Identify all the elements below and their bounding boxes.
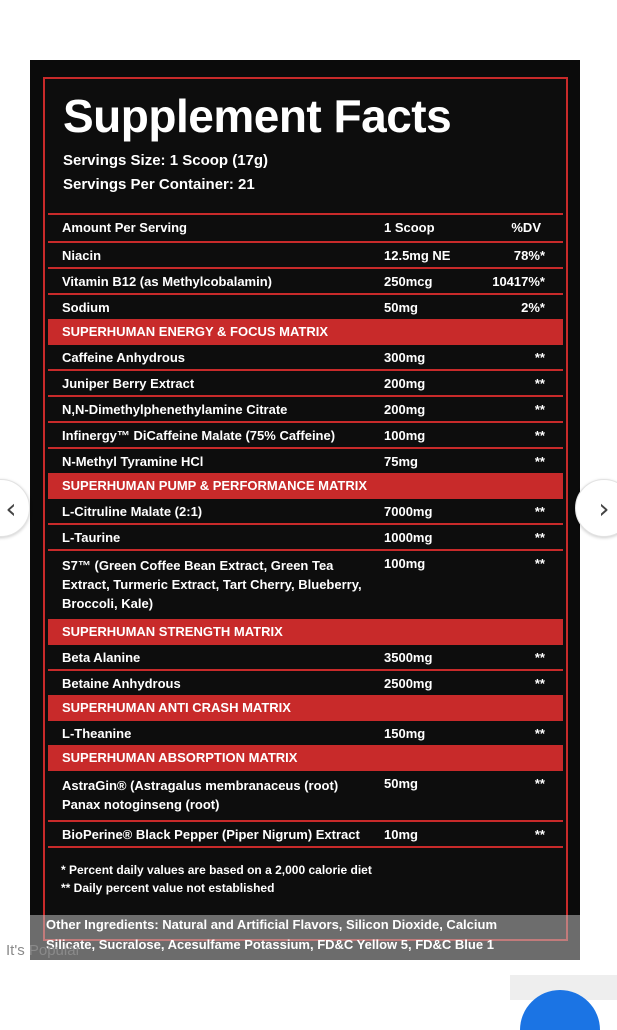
- nutrient-amount: 250mcg: [384, 274, 433, 289]
- table-row: [48, 293, 563, 319]
- ingredient-dv: **: [534, 454, 545, 469]
- ingredient-name: L-Taurine: [62, 530, 121, 545]
- ingredient-name: Caffeine Anhydrous: [62, 350, 186, 365]
- ingredient-dv: **: [534, 650, 545, 665]
- ingredient-amount: 7000mg: [384, 504, 433, 519]
- table-row: [48, 395, 563, 421]
- servings-per-container: Servings Per Container: 21: [63, 176, 255, 193]
- table-row: [48, 643, 563, 669]
- ingredient-amount: 300mg: [384, 350, 426, 365]
- nutrient-dv: 10417%*: [492, 274, 545, 289]
- nutrient-name: Vitamin B12 (as Methylcobalamin): [62, 274, 272, 289]
- product-image[interactable]: [30, 60, 580, 960]
- section-absorption: SUPERHUMAN ABSORPTION MATRIX: [48, 745, 563, 769]
- table-row: [48, 497, 563, 523]
- table-row: [48, 241, 563, 267]
- ingredient-dv: **: [534, 428, 545, 443]
- ingredient-name: AstraGin® (Astragalus membranaceus (root) Panax notoginseng (root): [62, 778, 339, 812]
- section-strength: SUPERHUMAN STRENGTH MATRIX: [48, 619, 563, 643]
- ingredient-dv: **: [534, 350, 545, 365]
- table-row: [48, 549, 563, 619]
- chevron-right-icon: ›: [598, 491, 610, 525]
- ingredient-amount: 150mg: [384, 726, 426, 741]
- ingredient-amount: 3500mg: [384, 650, 433, 665]
- ingredient-dv: **: [534, 556, 545, 571]
- ingredient-name: L-Citruline Malate (2:1): [62, 504, 203, 519]
- ingredient-amount: 50mg: [384, 776, 418, 791]
- other-ingredients: [30, 915, 580, 960]
- ingredient-name: Juniper Berry Extract: [62, 376, 195, 391]
- facts-table: [48, 213, 563, 848]
- header-name: Amount Per Serving: [62, 220, 187, 235]
- table-row: [48, 719, 563, 745]
- ingredient-amount: 100mg: [384, 556, 426, 571]
- section-energy: SUPERHUMAN ENERGY & FOCUS MATRIX: [48, 319, 563, 343]
- other-ingredients-line-2: Silicate, Sucralose, Acesulfame Potassium, FD&C Yellow 5, FD&C Blue 1: [46, 937, 494, 952]
- nutrient-dv: 2%*: [521, 300, 545, 315]
- servings-size: Servings Size: 1 Scoop (17g): [63, 152, 269, 169]
- ingredient-name: S7™ (Green Coffee Bean Extract, Green Tea Extract, Turmeric Extract, Tart Cherry, Blueberry, Broccoli, Kale): [62, 558, 362, 611]
- ingredient-dv: **: [534, 676, 545, 691]
- table-row: [48, 421, 563, 447]
- ingredient-dv: **: [534, 776, 545, 791]
- nutrient-dv: 78%*: [513, 248, 545, 263]
- ingredient-name: L-Theanine: [62, 726, 132, 741]
- ingredient-amount: 10mg: [384, 827, 418, 842]
- nutrient-amount: 50mg: [384, 300, 418, 315]
- caption-its-popular: It's Popular: [6, 942, 81, 959]
- ingredient-name: Beta Alanine: [62, 650, 141, 665]
- nutrient-name: Sodium: [62, 300, 110, 315]
- section-pump: SUPERHUMAN PUMP & PERFORMANCE MATRIX: [48, 473, 563, 497]
- footnote-not-established: ** Daily percent value not established: [61, 881, 275, 895]
- table-row: [48, 523, 563, 549]
- header-amount: 1 Scoop: [384, 220, 435, 235]
- chevron-left-icon: ‹: [5, 491, 17, 525]
- table-row: [48, 820, 563, 848]
- nutrient-name: Niacin: [62, 248, 102, 263]
- table-row: [48, 447, 563, 473]
- ingredient-name: N,N-Dimethylphenethylamine Citrate: [62, 402, 288, 417]
- ingredient-amount: 1000mg: [384, 530, 433, 545]
- table-header-row: [48, 213, 563, 241]
- ingredient-amount: 200mg: [384, 376, 426, 391]
- ingredient-dv: **: [534, 827, 545, 842]
- other-ingredients-line-1: Other Ingredients: Natural and Artificial Flavors, Silicon Dioxide, Calcium: [46, 917, 498, 932]
- next-image-button[interactable]: [575, 479, 617, 537]
- header-dv: %DV: [511, 220, 541, 235]
- section-anticrash: SUPERHUMAN ANTI CRASH MATRIX: [48, 695, 563, 719]
- nutrient-amount: 12.5mg NE: [384, 248, 451, 263]
- table-row: [48, 267, 563, 293]
- ingredient-dv: **: [534, 376, 545, 391]
- ingredient-dv: **: [534, 402, 545, 417]
- footnote-daily-values: * Percent daily values are based on a 2,000 calorie diet: [61, 863, 372, 877]
- table-row: [48, 769, 563, 820]
- ingredient-amount: 200mg: [384, 402, 426, 417]
- supplement-facts-panel: [43, 77, 568, 941]
- table-row: [48, 669, 563, 695]
- table-row: [48, 343, 563, 369]
- ingredient-dv: **: [534, 530, 545, 545]
- ingredient-amount: 2500mg: [384, 676, 433, 691]
- ingredient-dv: **: [534, 726, 545, 741]
- ingredient-dv: **: [534, 504, 545, 519]
- ingredient-name: N-Methyl Tyramine HCl: [62, 454, 204, 469]
- panel-title: Supplement Facts: [63, 90, 452, 142]
- ingredient-name: Betaine Anhydrous: [62, 676, 181, 691]
- prev-image-button[interactable]: [0, 479, 30, 537]
- ingredient-amount: 75mg: [384, 454, 418, 469]
- ingredient-amount: 100mg: [384, 428, 426, 443]
- ingredient-name: Infinergy™ DiCaffeine Malate (75% Caffeine): [62, 428, 336, 443]
- ingredient-name: BioPerine® Black Pepper (Piper Nigrum) Extract: [62, 827, 360, 842]
- table-row: [48, 369, 563, 395]
